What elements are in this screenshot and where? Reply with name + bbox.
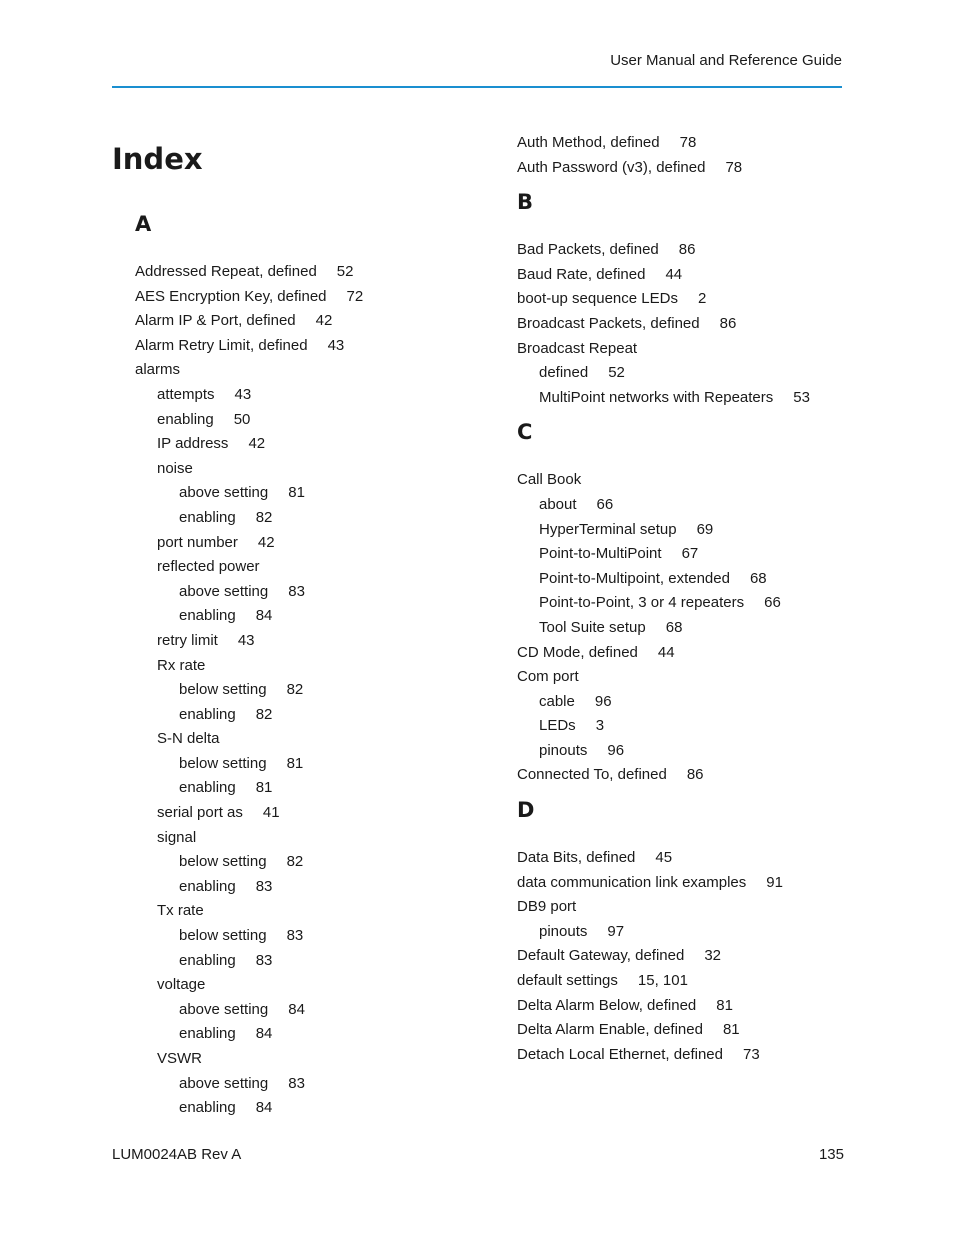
index-term: Detach Local Ethernet, defined (517, 1045, 723, 1063)
page-reference-link[interactable]: 86 (686, 766, 704, 784)
index-term: above setting (179, 1074, 269, 1092)
index-term: CD Mode, defined (517, 643, 638, 661)
index-entry (517, 665, 847, 690)
page-reference-link[interactable]: 86 (719, 314, 737, 332)
index-term: Addressed Repeat, defined (135, 263, 317, 280)
index-term: Delta Alarm Enable, defined (517, 1021, 703, 1039)
index-term: Baud Rate, defined (517, 265, 646, 283)
index-entry (135, 1022, 475, 1047)
index-term: enabling (179, 951, 236, 969)
index-entry (135, 1096, 475, 1121)
page-reference-link[interactable]: 83 (286, 927, 304, 945)
index-entry (135, 752, 475, 777)
page-reference-link[interactable]: 41 (262, 804, 280, 822)
index-entry (135, 998, 475, 1023)
page-reference-link[interactable]: 53 (793, 388, 810, 406)
page-reference-link[interactable]: 83 (288, 582, 305, 600)
index-term: Auth Method, defined (517, 134, 660, 151)
index-term: retry limit (157, 631, 218, 649)
index-entry (517, 994, 847, 1019)
index-entry (135, 899, 475, 924)
index-entry (517, 518, 847, 543)
page-reference-link[interactable]: 82 (286, 853, 304, 871)
page-reference-link[interactable]: 2 (697, 290, 707, 308)
index-entry (135, 408, 475, 433)
index-term: Tx rate (157, 902, 204, 920)
page-reference-link[interactable]: 97 (607, 922, 625, 940)
index-entry (135, 654, 475, 679)
section-letter: A (135, 212, 152, 236)
index-entry (135, 580, 475, 605)
page-reference-link[interactable]: 78 (679, 134, 697, 151)
index-term: HyperTerminal setup (539, 520, 677, 538)
index-entry (517, 263, 847, 288)
index-term: Alarm IP & Port, defined (135, 312, 296, 330)
index-term: Default Gateway, defined (517, 947, 685, 965)
page-reference-link[interactable]: 44 (657, 643, 675, 661)
index-entry (135, 309, 475, 334)
page-reference-link[interactable]: 42 (257, 533, 275, 551)
index-term: alarms (135, 361, 181, 379)
page-reference-link[interactable]: 52 (336, 263, 354, 280)
page-reference-link[interactable]: 84 (255, 1025, 273, 1043)
index-term: default settings (517, 972, 618, 990)
index-term: below setting (179, 754, 267, 772)
index-entry (135, 727, 475, 752)
index-entry (517, 542, 847, 567)
page-reference-link[interactable]: 43 (327, 336, 345, 354)
page-reference-link[interactable]: 3 (595, 717, 605, 735)
index-term: Rx rate (157, 656, 206, 674)
page-reference-link[interactable]: 42 (315, 312, 333, 330)
index-entry (135, 604, 475, 629)
index-term: Point-to-Multipoint, extended (539, 569, 730, 587)
page-reference-link[interactable]: 43 (234, 385, 252, 403)
index-term: enabling (179, 877, 236, 895)
index-entry (135, 260, 475, 285)
page-reference-link[interactable]: 81 (716, 996, 733, 1014)
index-term: above setting (179, 1000, 269, 1018)
index-entry (517, 468, 847, 493)
index-entry (135, 850, 475, 875)
index-term: above setting (179, 484, 269, 502)
page-reference-link[interactable]: 15, 101 (637, 972, 688, 990)
index-entry (517, 337, 847, 362)
index-term: Point-to-MultiPoint (539, 545, 662, 563)
index-entry (517, 641, 847, 666)
index-entry (517, 739, 847, 764)
index-entry (517, 920, 847, 945)
index-entry (135, 334, 475, 359)
index-term: voltage (157, 976, 206, 994)
index-entry (517, 312, 847, 337)
index-entry (135, 826, 475, 851)
index-entry (135, 629, 475, 654)
page-reference-link[interactable]: 78 (725, 158, 743, 176)
index-term: noise (157, 459, 193, 477)
footer-page-number: 135 (818, 1146, 844, 1163)
index-term: below setting (179, 681, 267, 699)
index-entry (517, 895, 847, 920)
index-term: enabling (179, 1099, 236, 1117)
index-entry (135, 678, 475, 703)
page-reference-link[interactable]: 83 (255, 951, 273, 969)
page-reference-link[interactable]: 83 (255, 877, 273, 895)
page-reference-link[interactable]: 73 (742, 1045, 760, 1063)
index-entry (135, 776, 475, 801)
index-term: LEDs (539, 717, 576, 735)
index-term: DB9 port (517, 898, 577, 916)
index-term: VSWR (157, 1050, 202, 1067)
page-reference-link[interactable]: 68 (665, 618, 683, 636)
index-entry (135, 555, 475, 580)
index-entry (517, 846, 847, 871)
index-entry (517, 944, 847, 969)
index-term: MultiPoint networks with Repeaters (539, 388, 774, 406)
index-term: Connected To, defined (517, 766, 667, 784)
index-entry (517, 763, 847, 788)
page-reference-link[interactable]: 82 (286, 681, 304, 699)
page-reference-link[interactable]: 84 (255, 607, 273, 625)
index-term: data communication link examples (517, 873, 747, 891)
page-reference-link[interactable]: 86 (678, 241, 696, 259)
footer-doc-id: LUM0024AB Rev A (112, 1146, 242, 1163)
index-term: port number (157, 533, 238, 551)
index-entry (135, 949, 475, 974)
index-entry (135, 531, 475, 556)
page-reference-link[interactable]: 69 (696, 520, 714, 538)
index-term: enabling (179, 705, 236, 723)
index-entry (135, 481, 475, 506)
page-reference-link[interactable]: 45 (655, 849, 673, 867)
index-term: Delta Alarm Below, defined (517, 996, 697, 1014)
page-reference-link[interactable]: 42 (248, 435, 266, 453)
index-entry (135, 383, 475, 408)
index-term: enabling (157, 410, 214, 428)
index-entry (135, 457, 475, 482)
running-header-title: User Manual and Reference Guide (610, 52, 842, 69)
page-reference-link[interactable]: 68 (749, 569, 767, 587)
page-reference-link[interactable]: 83 (288, 1074, 305, 1092)
page-reference-link[interactable]: 67 (681, 545, 699, 563)
index-term: Auth Password (v3), defined (517, 158, 706, 176)
section-letter: D (517, 798, 535, 823)
index-entry (517, 714, 847, 739)
header-rule (112, 86, 842, 88)
index-entry (517, 131, 847, 156)
index-term: attempts (157, 385, 215, 403)
index-entry (135, 973, 475, 998)
index-entry (517, 287, 847, 312)
index-term: Point-to-Point, 3 or 4 repeaters (539, 594, 745, 612)
index-entry (135, 285, 475, 310)
index-entry (135, 506, 475, 531)
index-term: below setting (179, 927, 267, 945)
page-reference-link[interactable]: 96 (594, 692, 612, 710)
index-term: IP address (157, 435, 229, 453)
index-term: about (539, 495, 577, 513)
index-term: pinouts (539, 741, 588, 759)
page-reference-link[interactable]: 81 (288, 484, 305, 502)
index-term: serial port as (157, 804, 243, 822)
page-reference-link[interactable]: 91 (766, 873, 783, 891)
index-term: enabling (179, 508, 236, 526)
index-entry (517, 591, 847, 616)
index-term: above setting (179, 582, 269, 600)
index-entry (517, 156, 847, 181)
section-letter: C (517, 420, 533, 445)
index-entry (517, 969, 847, 994)
page-reference-link[interactable]: 66 (596, 495, 614, 513)
index-term: enabling (179, 779, 236, 797)
index-term: S-N delta (157, 730, 220, 748)
page-reference-link[interactable]: 82 (255, 705, 273, 723)
index-entry (517, 690, 847, 715)
index-entry (517, 386, 847, 411)
index-term: enabling (179, 1025, 236, 1043)
page-reference-link[interactable]: 44 (665, 265, 683, 283)
index-term: Tool Suite setup (539, 618, 646, 636)
index-entry (517, 616, 847, 641)
index-entry (135, 358, 475, 383)
page-reference-link[interactable]: 84 (288, 1000, 305, 1018)
index-column-right (517, 131, 847, 1067)
index-entry (517, 1043, 847, 1068)
page-reference-link[interactable]: 84 (255, 1099, 273, 1117)
index-term: Bad Packets, defined (517, 241, 659, 259)
page-reference-link[interactable]: 96 (607, 741, 625, 759)
index-term: Com port (517, 668, 579, 686)
index-entry (517, 361, 847, 386)
index-column-left (135, 212, 475, 1121)
page-title: Index (112, 142, 203, 176)
page-reference-link[interactable]: 50 (233, 410, 251, 428)
index-entry (517, 1018, 847, 1043)
index-entry (517, 493, 847, 518)
index-term: pinouts (539, 922, 588, 940)
page-reference-link[interactable]: 81 (286, 754, 304, 772)
index-term: boot-up sequence LEDs (517, 290, 678, 308)
index-term: Call Book (517, 471, 582, 489)
index-term: defined (539, 364, 589, 382)
index-entry (135, 1072, 475, 1097)
index-entry (135, 703, 475, 728)
index-entry (135, 1047, 475, 1072)
index-entry (517, 567, 847, 592)
page-reference-link[interactable]: 66 (764, 594, 781, 612)
index-term: signal (157, 828, 197, 846)
index-entry (517, 238, 847, 263)
index-term: enabling (179, 607, 236, 625)
page-reference-link[interactable]: 52 (608, 364, 625, 382)
index-term: Data Bits, defined (517, 849, 636, 867)
index-entry (135, 924, 475, 949)
index-term: AES Encryption Key, defined (135, 287, 327, 305)
index-term: Broadcast Repeat (517, 339, 638, 357)
page-reference-link[interactable]: 43 (237, 631, 255, 649)
index-entry (517, 871, 847, 896)
index-entry (135, 432, 475, 457)
section-letter: B (517, 190, 534, 215)
index-term: Alarm Retry Limit, defined (135, 336, 308, 354)
index-entry (135, 801, 475, 826)
page-reference-link[interactable]: 81 (722, 1021, 740, 1039)
index-term: cable (539, 692, 575, 710)
index-term: below setting (179, 853, 267, 871)
page-reference-link[interactable]: 81 (255, 779, 273, 797)
index-entry (135, 875, 475, 900)
page-reference-link[interactable]: 32 (704, 947, 722, 965)
page-reference-link[interactable]: 72 (346, 287, 364, 305)
page-reference-link[interactable]: 82 (255, 508, 273, 526)
index-term: Broadcast Packets, defined (517, 314, 700, 332)
index-term: reflected power (157, 558, 260, 576)
